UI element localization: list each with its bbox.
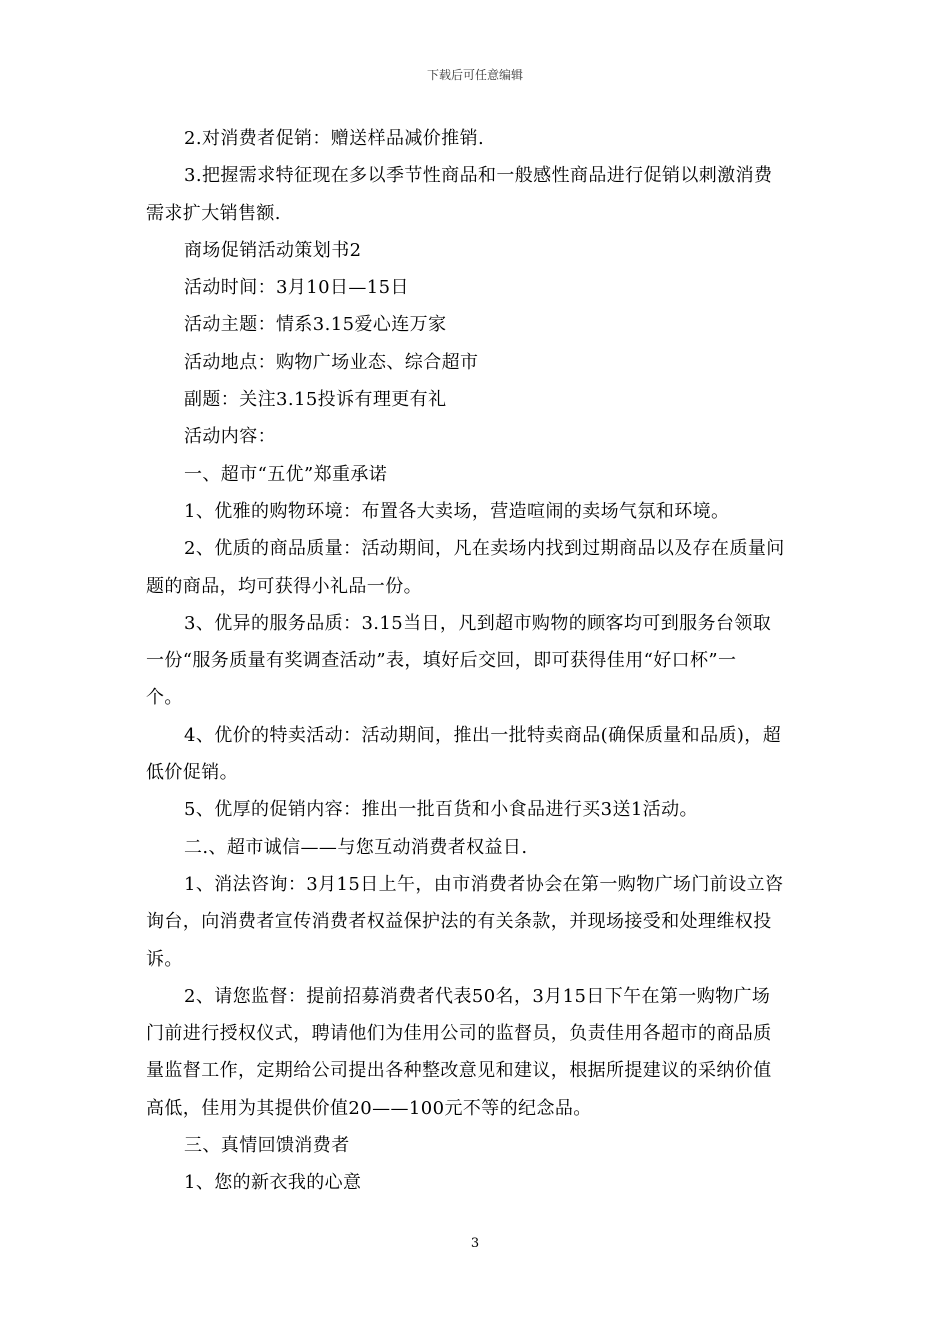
- paragraph-line: 高低，佳用为其提供价值20——100元不等的纪念品。: [146, 1097, 592, 1119]
- section-heading: 三、真情回馈消费者: [184, 1135, 350, 1157]
- paragraph-line: 询台，向消费者宣传消费者权益保护法的有关条款，并现场接受和处理维权投: [146, 911, 772, 933]
- paragraph-line: 一份“服务质量有奖调查活动”表，填好后交回，即可获得佳用“好口杯”一: [146, 650, 737, 672]
- paragraph-line: 1、优雅的购物环境：布置各大卖场，营造喧闹的卖场气氛和环境。: [184, 500, 730, 522]
- paragraph-line: 活动内容：: [184, 426, 276, 448]
- paragraph-line: 3.把握需求特征现在多以季节性商品和一般感性商品进行促销以刺激消费: [184, 165, 773, 187]
- paragraph-line: 5、优厚的促销内容：推出一批百货和小食品进行买3送1活动。: [184, 799, 698, 821]
- section-heading: 二.、超市诚信——与您互动消费者权益日.: [184, 836, 528, 858]
- paragraph-line: 活动时间：3月10日—15日: [184, 277, 409, 299]
- paragraph-line: 4、优价的特卖活动：活动期间，推出一批特卖商品(确保质量和品质)，超: [184, 724, 782, 746]
- paragraph-line: 需求扩大销售额.: [146, 202, 281, 224]
- paragraph-line: 低价促销。: [146, 762, 238, 784]
- paragraph-line: 活动主题：情系3.15爱心连万家: [184, 314, 447, 336]
- paragraph-line: 2.对消费者促销：赠送样品减价推销.: [184, 128, 485, 149]
- paragraph-line: 1、消法咨询：3月15日上午，由市消费者协会在第一购物广场门前设立咨: [184, 873, 784, 895]
- page-number: 3: [470, 1236, 480, 1251]
- paragraph-line: 量监督工作，定期给公司提出各种整改意见和建议，根据所提建议的采纳价值: [146, 1060, 772, 1082]
- section-title: 商场促销活动策划书2: [184, 239, 362, 261]
- paragraph-line: 个。: [146, 687, 183, 709]
- paragraph-line: 门前进行授权仪式，聘请他们为佳用公司的监督员，负责佳用各超市的商品质: [146, 1023, 772, 1045]
- paragraph-line: 3、优异的服务品质：3.15当日，凡到超市购物的顾客均可到服务台领取: [184, 612, 772, 634]
- page-header: 下载后可任意编辑: [426, 68, 523, 82]
- section-heading: 一、超市“五优”郑重承诺: [184, 463, 388, 485]
- paragraph-line: 诉。: [146, 948, 183, 970]
- paragraph-line: 2、优质的商品质量：活动期间，凡在卖场内找到过期商品以及存在质量问: [184, 538, 785, 560]
- document-body: [146, 120, 810, 1202]
- paragraph-line: 题的商品，均可获得小礼品一份。: [146, 575, 422, 597]
- paragraph-line: 活动地点：购物广场业态、综合超市: [184, 351, 479, 373]
- paragraph-line: 1、您的新衣我的心意: [184, 1172, 362, 1194]
- paragraph-line: 2、请您监督：提前招募消费者代表50名，3月15日下午在第一购物广场: [184, 985, 771, 1007]
- paragraph-line: 副题：关注3.15投诉有理更有礼: [184, 389, 447, 411]
